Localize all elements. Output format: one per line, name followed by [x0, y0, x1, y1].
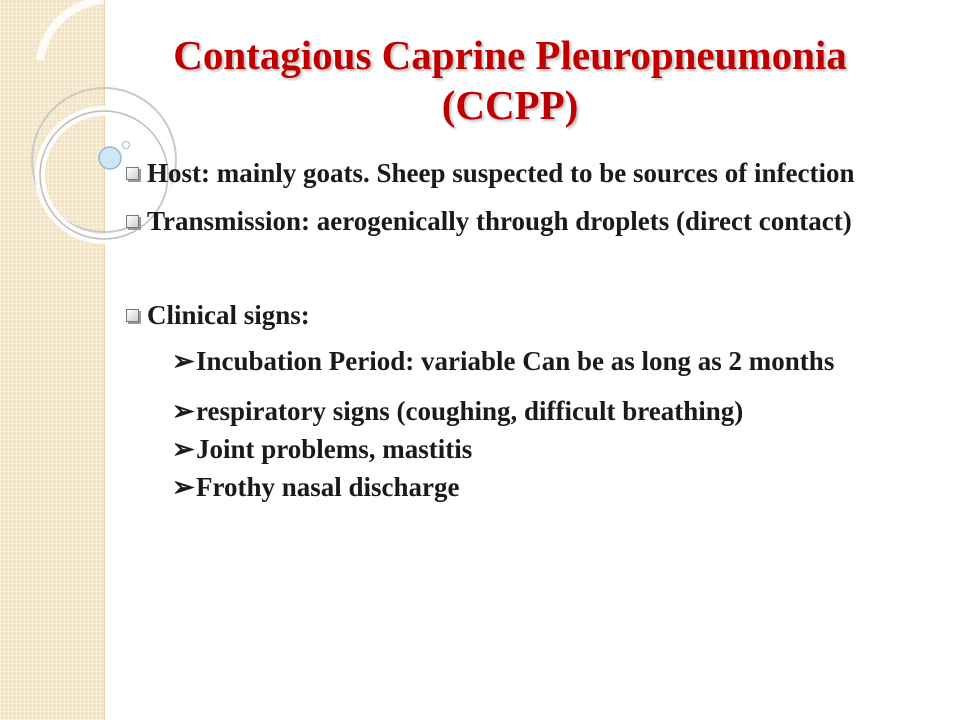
arrow-bullet-icon: ➢: [172, 434, 195, 464]
square-bullet-icon: [126, 215, 139, 228]
sub-bullet-respiratory: ➢respiratory signs (coughing, difficult breathing): [172, 392, 918, 430]
title-line-2: (CCPP): [441, 82, 579, 128]
sub-bullet-nasal: ➢Frothy nasal discharge: [172, 468, 918, 506]
sub-bullet-joint: ➢Joint problems, mastitis: [172, 430, 918, 468]
slide-content: [126, 154, 918, 506]
title-line-1: Contagious Caprine Pleuropneumonia: [173, 32, 847, 78]
arrow-bullet-icon: ➢: [172, 472, 195, 502]
bullet-transmission: Transmission: aerogenically through droplets (direct contact): [126, 202, 918, 240]
square-bullet-icon: [126, 167, 139, 180]
slide-title: [110, 30, 910, 130]
small-dot-icon: [123, 142, 130, 149]
sub-bullet-incubation: ➢Incubation Period: variable Can be as long as 2 months: [172, 342, 918, 380]
bullet-clinical-signs: Clinical signs:: [126, 296, 918, 334]
square-bullet-icon: [126, 309, 139, 322]
arrow-bullet-icon: ➢: [172, 346, 195, 376]
arrow-bullet-icon: ➢: [172, 396, 195, 426]
bullet-host: Host: mainly goats. Sheep suspected to be sources of infection: [126, 154, 918, 192]
blue-dot-icon: [99, 147, 121, 169]
